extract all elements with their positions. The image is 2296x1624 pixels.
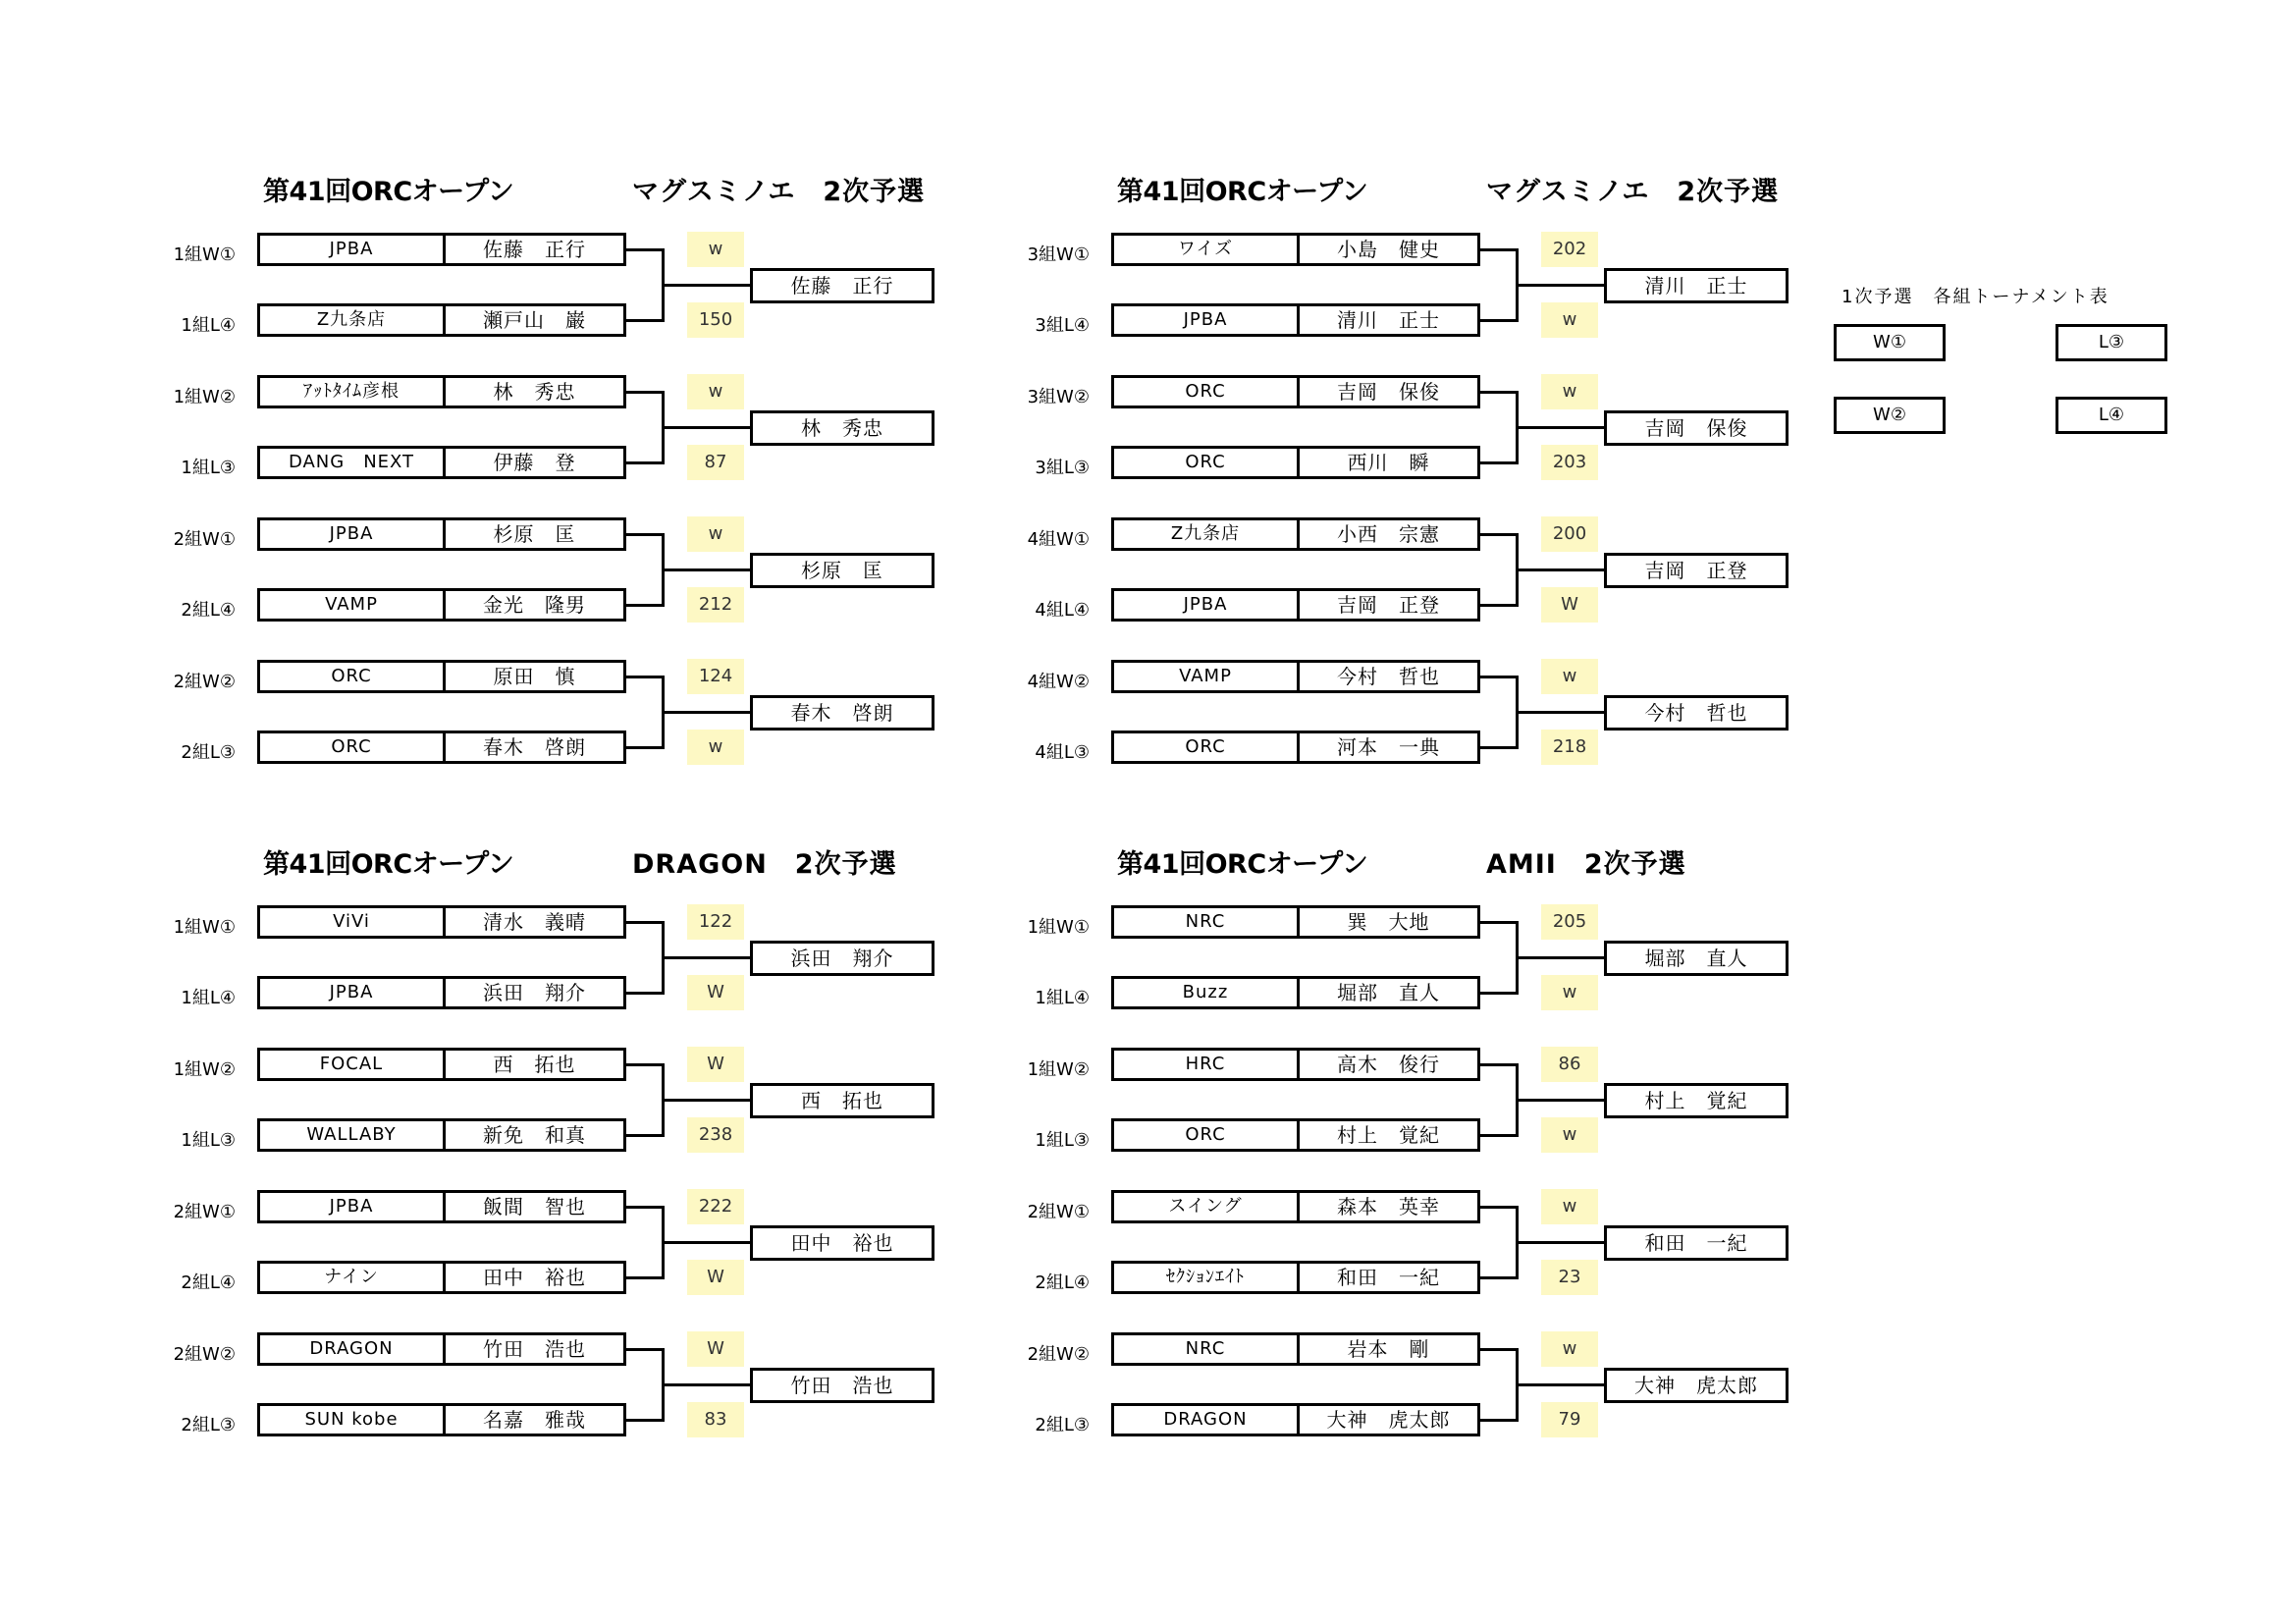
winner-box: 西 拓也 xyxy=(750,1083,934,1118)
player-name: 西川 瞬 xyxy=(1347,451,1430,474)
score-cell: w xyxy=(1541,1189,1598,1224)
club-name: JPBA xyxy=(1114,306,1300,334)
score-cell: 222 xyxy=(687,1189,744,1224)
match-4 xyxy=(167,660,1011,768)
seed-label: 2組W② xyxy=(1027,1344,1090,1365)
player-name: 今村 哲也 xyxy=(1337,665,1440,688)
bracket-subtitle: DRAGON 2次予選 xyxy=(632,849,897,880)
player-entry xyxy=(257,446,626,479)
score-cell: W xyxy=(687,975,744,1010)
bracket-line xyxy=(626,461,664,464)
club-name: Z九条店 xyxy=(1114,520,1300,548)
club-name: SUN kobe xyxy=(260,1406,446,1434)
club-name: WALLABY xyxy=(260,1121,446,1149)
bracket-1 xyxy=(167,170,1011,818)
score-cell: w xyxy=(1541,374,1598,409)
winner-box: 佐藤 正行 xyxy=(750,268,934,303)
bracket-line xyxy=(1480,676,1518,678)
player-entry xyxy=(257,1332,626,1366)
bracket-line xyxy=(662,1099,752,1102)
match-1 xyxy=(1021,233,1865,341)
legend-box-l3: L③ xyxy=(2056,324,2167,361)
score-cell: 205 xyxy=(1541,904,1598,940)
seed-label: 2組W① xyxy=(1027,1202,1090,1222)
winner-box: 吉岡 正登 xyxy=(1604,553,1789,588)
seed-label: 1組W① xyxy=(173,244,236,265)
player-name: 春木 啓朗 xyxy=(483,735,586,759)
bracket-line xyxy=(1480,391,1518,394)
score-cell: W xyxy=(687,1331,744,1367)
club-name: JPBA xyxy=(260,1193,446,1220)
player-entry xyxy=(1111,303,1480,337)
bracket-line xyxy=(626,1348,664,1351)
score-cell: w xyxy=(1541,975,1598,1010)
bracket-2 xyxy=(1021,170,1865,818)
match-3 xyxy=(167,517,1011,625)
seed-label: 1組L③ xyxy=(1035,1130,1090,1151)
bracket-line xyxy=(626,604,664,607)
score-cell: w xyxy=(687,232,744,267)
player-entry xyxy=(1111,731,1480,764)
bracket-title: 第41回ORCオープン xyxy=(1117,177,1368,207)
bracket-line xyxy=(1516,284,1606,287)
player-entry xyxy=(1111,446,1480,479)
bracket-subtitle: マグスミノエ 2次予選 xyxy=(632,177,926,207)
match-1 xyxy=(1021,905,1865,1013)
seed-label: 2組W② xyxy=(173,1344,236,1365)
seed-label: 2組L③ xyxy=(1035,1415,1090,1435)
player-name: 飯間 智也 xyxy=(483,1195,586,1218)
seed-label: 1組W① xyxy=(1027,917,1090,938)
club-name: JPBA xyxy=(260,520,446,548)
seed-label: 2組L④ xyxy=(1035,1272,1090,1293)
player-name: 高木 俊行 xyxy=(1337,1053,1440,1076)
seed-label: 4組L④ xyxy=(1035,600,1090,621)
club-name: ViVi xyxy=(260,908,446,936)
seed-label: 1組L④ xyxy=(181,988,236,1008)
bracket-line xyxy=(1480,1419,1518,1422)
winner-box: 浜田 翔介 xyxy=(750,941,934,976)
score-cell: W xyxy=(1541,587,1598,623)
match-2 xyxy=(167,375,1011,483)
club-name: VAMP xyxy=(1114,663,1300,690)
score-cell: w xyxy=(687,730,744,765)
bracket-line xyxy=(626,391,664,394)
player-entry xyxy=(1111,1190,1480,1223)
player-entry xyxy=(1111,517,1480,551)
club-name: JPBA xyxy=(1114,591,1300,619)
bracket-line xyxy=(1516,426,1606,429)
match-1 xyxy=(167,233,1011,341)
winner-box: 吉岡 保俊 xyxy=(1604,410,1789,446)
score-cell: W xyxy=(687,1047,744,1082)
score-cell: 218 xyxy=(1541,730,1598,765)
legend-title: 1次予選 各組トーナメント表 xyxy=(1842,287,2109,307)
player-entry xyxy=(1111,1332,1480,1366)
player-name: 西 拓也 xyxy=(493,1053,576,1076)
match-1 xyxy=(167,905,1011,1013)
bracket-line xyxy=(1480,604,1518,607)
match-2 xyxy=(1021,375,1865,483)
player-name: 竹田 浩也 xyxy=(483,1337,586,1361)
club-name: DRAGON xyxy=(1114,1406,1300,1434)
player-entry xyxy=(1111,660,1480,693)
player-entry xyxy=(1111,375,1480,408)
club-name: ORC xyxy=(260,663,446,690)
club-name: FOCAL xyxy=(260,1051,446,1078)
bracket-subtitle: マグスミノエ 2次予選 xyxy=(1486,177,1780,207)
score-cell: W xyxy=(687,1260,744,1295)
bracket-4 xyxy=(1021,842,1865,1490)
player-name: 金光 隆男 xyxy=(483,593,586,617)
player-name: 名嘉 雅哉 xyxy=(483,1408,586,1432)
legend-box-l4: L④ xyxy=(2056,397,2167,434)
seed-label: 3組L③ xyxy=(1035,458,1090,478)
club-name: NRC xyxy=(1114,1335,1300,1363)
score-cell: 202 xyxy=(1541,232,1598,267)
player-name: 林 秀忠 xyxy=(493,380,576,404)
club-name: ｾｸｼｮﾝｴｲﾄ xyxy=(1114,1264,1300,1291)
bracket-line xyxy=(1516,1383,1606,1386)
player-name: 新免 和真 xyxy=(483,1123,586,1147)
seed-label: 2組L③ xyxy=(181,1415,236,1435)
club-name: スイング xyxy=(1114,1193,1300,1220)
seed-label: 2組W① xyxy=(173,529,236,550)
player-entry xyxy=(257,1048,626,1081)
score-cell: w xyxy=(1541,659,1598,694)
player-name: 村上 覚紀 xyxy=(1337,1123,1440,1147)
player-entry xyxy=(257,303,626,337)
club-name: JPBA xyxy=(260,236,446,263)
winner-box: 春木 啓朗 xyxy=(750,695,934,731)
player-entry xyxy=(1111,1403,1480,1436)
player-entry xyxy=(1111,1048,1480,1081)
player-entry xyxy=(257,660,626,693)
bracket-line xyxy=(1480,746,1518,749)
score-cell: w xyxy=(1541,1331,1598,1367)
player-name: 森本 英幸 xyxy=(1337,1195,1440,1218)
seed-label: 2組W② xyxy=(173,672,236,692)
player-name: 大神 虎太郎 xyxy=(1326,1408,1451,1432)
bracket-title: 第41回ORCオープン xyxy=(263,849,514,880)
score-cell: 86 xyxy=(1541,1047,1598,1082)
player-name: 吉岡 正登 xyxy=(1337,593,1440,617)
seed-label: 4組W① xyxy=(1027,529,1090,550)
player-entry xyxy=(257,1190,626,1223)
seed-label: 1組L③ xyxy=(181,1130,236,1151)
seed-label: 1組W② xyxy=(173,387,236,407)
seed-label: 3組L④ xyxy=(1035,315,1090,336)
score-cell: w xyxy=(687,516,744,552)
match-2 xyxy=(167,1048,1011,1156)
winner-box: 清川 正士 xyxy=(1604,268,1789,303)
bracket-line xyxy=(1480,1206,1518,1209)
player-name: 小島 健史 xyxy=(1337,238,1440,261)
player-name: 原田 慎 xyxy=(493,665,576,688)
player-name: 清水 義晴 xyxy=(483,910,586,934)
bracket-line xyxy=(1516,956,1606,959)
score-cell: w xyxy=(687,374,744,409)
player-name: 田中 裕也 xyxy=(483,1266,586,1289)
club-name: ワイズ xyxy=(1114,236,1300,263)
match-4 xyxy=(1021,1332,1865,1440)
club-name: ナイン xyxy=(260,1264,446,1291)
match-2 xyxy=(1021,1048,1865,1156)
score-cell: 200 xyxy=(1541,516,1598,552)
club-name: VAMP xyxy=(260,591,446,619)
player-name: 堀部 直人 xyxy=(1337,981,1440,1004)
bracket-line xyxy=(1480,533,1518,536)
bracket-line xyxy=(626,248,664,251)
bracket-line xyxy=(626,921,664,924)
player-entry xyxy=(257,976,626,1009)
bracket-line xyxy=(1480,248,1518,251)
player-entry xyxy=(257,1403,626,1436)
bracket-3 xyxy=(167,842,1011,1490)
seed-label: 1組W② xyxy=(1027,1059,1090,1080)
winner-box: 林 秀忠 xyxy=(750,410,934,446)
seed-label: 1組L④ xyxy=(1035,988,1090,1008)
bracket-line xyxy=(1480,1134,1518,1137)
legend-box-w2: W② xyxy=(1834,397,1946,434)
seed-label: 2組L④ xyxy=(181,1272,236,1293)
club-name: DRAGON xyxy=(260,1335,446,1363)
player-entry xyxy=(257,731,626,764)
seed-label: 1組W② xyxy=(173,1059,236,1080)
club-name: ORC xyxy=(1114,378,1300,406)
winner-box: 杉原 匡 xyxy=(750,553,934,588)
score-cell: 87 xyxy=(687,445,744,480)
player-name: 佐藤 正行 xyxy=(483,238,586,261)
bracket-subtitle: AMII 2次予選 xyxy=(1486,849,1686,880)
bracket-line xyxy=(1516,1099,1606,1102)
seed-label: 1組L④ xyxy=(181,315,236,336)
seed-label: 2組L④ xyxy=(181,600,236,621)
bracket-line xyxy=(662,1383,752,1386)
player-name: 吉岡 保俊 xyxy=(1337,380,1440,404)
bracket-line xyxy=(662,1241,752,1244)
match-4 xyxy=(1021,660,1865,768)
match-3 xyxy=(1021,1190,1865,1298)
club-name: ｱｯﾄﾀｲﾑ彦根 xyxy=(260,378,446,406)
winner-box: 田中 裕也 xyxy=(750,1225,934,1261)
bracket-line xyxy=(1516,568,1606,571)
club-name: DANG NEXT xyxy=(260,449,446,476)
seed-label: 1組L③ xyxy=(181,458,236,478)
bracket-line xyxy=(1516,1241,1606,1244)
score-cell: w xyxy=(1541,1117,1598,1153)
club-name: ORC xyxy=(1114,449,1300,476)
bracket-line xyxy=(626,992,664,995)
player-name: 河本 一典 xyxy=(1337,735,1440,759)
player-entry xyxy=(257,1261,626,1294)
bracket-line xyxy=(662,568,752,571)
player-name: 瀬戸山 巌 xyxy=(483,308,586,332)
score-cell: 79 xyxy=(1541,1402,1598,1437)
bracket-line xyxy=(626,1063,664,1066)
bracket-line xyxy=(1480,461,1518,464)
player-entry xyxy=(1111,976,1480,1009)
winner-box: 今村 哲也 xyxy=(1604,695,1789,731)
bracket-line xyxy=(1480,992,1518,995)
player-entry xyxy=(257,1118,626,1152)
winner-box: 大神 虎太郎 xyxy=(1604,1368,1789,1403)
seed-label: 4組L③ xyxy=(1035,742,1090,763)
seed-label: 2組W① xyxy=(173,1202,236,1222)
bracket-line xyxy=(626,533,664,536)
seed-label: 4組W② xyxy=(1027,672,1090,692)
bracket-line xyxy=(626,746,664,749)
player-entry xyxy=(257,588,626,622)
bracket-line xyxy=(1480,921,1518,924)
bracket-line xyxy=(662,284,752,287)
match-3 xyxy=(167,1190,1011,1298)
score-cell: 124 xyxy=(687,659,744,694)
score-cell: 212 xyxy=(687,587,744,623)
player-name: 伊藤 登 xyxy=(493,451,576,474)
seed-label: 1組W① xyxy=(173,917,236,938)
player-name: 杉原 匡 xyxy=(493,522,576,546)
club-name: JPBA xyxy=(260,979,446,1006)
match-3 xyxy=(1021,517,1865,625)
bracket-line xyxy=(626,1134,664,1137)
player-entry xyxy=(1111,1118,1480,1152)
player-entry xyxy=(257,233,626,266)
score-cell: 122 xyxy=(687,904,744,940)
player-entry xyxy=(257,375,626,408)
score-cell: w xyxy=(1541,302,1598,338)
player-entry xyxy=(257,905,626,939)
bracket-line xyxy=(626,676,664,678)
club-name: ORC xyxy=(1114,1121,1300,1149)
legend-box-w1: W① xyxy=(1834,324,1946,361)
player-name: 清川 正士 xyxy=(1337,308,1440,332)
bracket-line xyxy=(1516,711,1606,714)
club-name: Z九条店 xyxy=(260,306,446,334)
player-name: 和田 一紀 xyxy=(1337,1266,1440,1289)
club-name: NRC xyxy=(1114,908,1300,936)
club-name: ORC xyxy=(1114,733,1300,761)
match-4 xyxy=(167,1332,1011,1440)
club-name: Buzz xyxy=(1114,979,1300,1006)
bracket-line xyxy=(626,1419,664,1422)
bracket-line xyxy=(1480,1063,1518,1066)
player-name: 浜田 翔介 xyxy=(483,981,586,1004)
bracket-title: 第41回ORCオープン xyxy=(263,177,514,207)
score-cell: 238 xyxy=(687,1117,744,1153)
bracket-line xyxy=(626,1206,664,1209)
bracket-line xyxy=(662,426,752,429)
player-name: 岩本 剛 xyxy=(1347,1337,1430,1361)
player-name: 巽 大地 xyxy=(1347,910,1430,934)
club-name: ORC xyxy=(260,733,446,761)
player-entry xyxy=(1111,905,1480,939)
seed-label: 3組W② xyxy=(1027,387,1090,407)
score-cell: 150 xyxy=(687,302,744,338)
player-entry xyxy=(1111,233,1480,266)
bracket-title: 第41回ORCオープン xyxy=(1117,849,1368,880)
winner-box: 竹田 浩也 xyxy=(750,1368,934,1403)
bracket-line xyxy=(626,1276,664,1279)
bracket-line xyxy=(1480,1348,1518,1351)
player-entry xyxy=(1111,588,1480,622)
player-entry xyxy=(1111,1261,1480,1294)
bracket-line xyxy=(1480,319,1518,322)
bracket-line xyxy=(626,319,664,322)
score-cell: 23 xyxy=(1541,1260,1598,1295)
winner-box: 和田 一紀 xyxy=(1604,1225,1789,1261)
score-cell: 83 xyxy=(687,1402,744,1437)
bracket-line xyxy=(662,711,752,714)
winner-box: 堀部 直人 xyxy=(1604,941,1789,976)
player-entry xyxy=(257,517,626,551)
club-name: HRC xyxy=(1114,1051,1300,1078)
bracket-line xyxy=(1480,1276,1518,1279)
seed-label: 3組W① xyxy=(1027,244,1090,265)
bracket-line xyxy=(662,956,752,959)
score-cell: 203 xyxy=(1541,445,1598,480)
seed-label: 2組L③ xyxy=(181,742,236,763)
player-name: 小西 宗憲 xyxy=(1337,522,1440,546)
winner-box: 村上 覚紀 xyxy=(1604,1083,1789,1118)
